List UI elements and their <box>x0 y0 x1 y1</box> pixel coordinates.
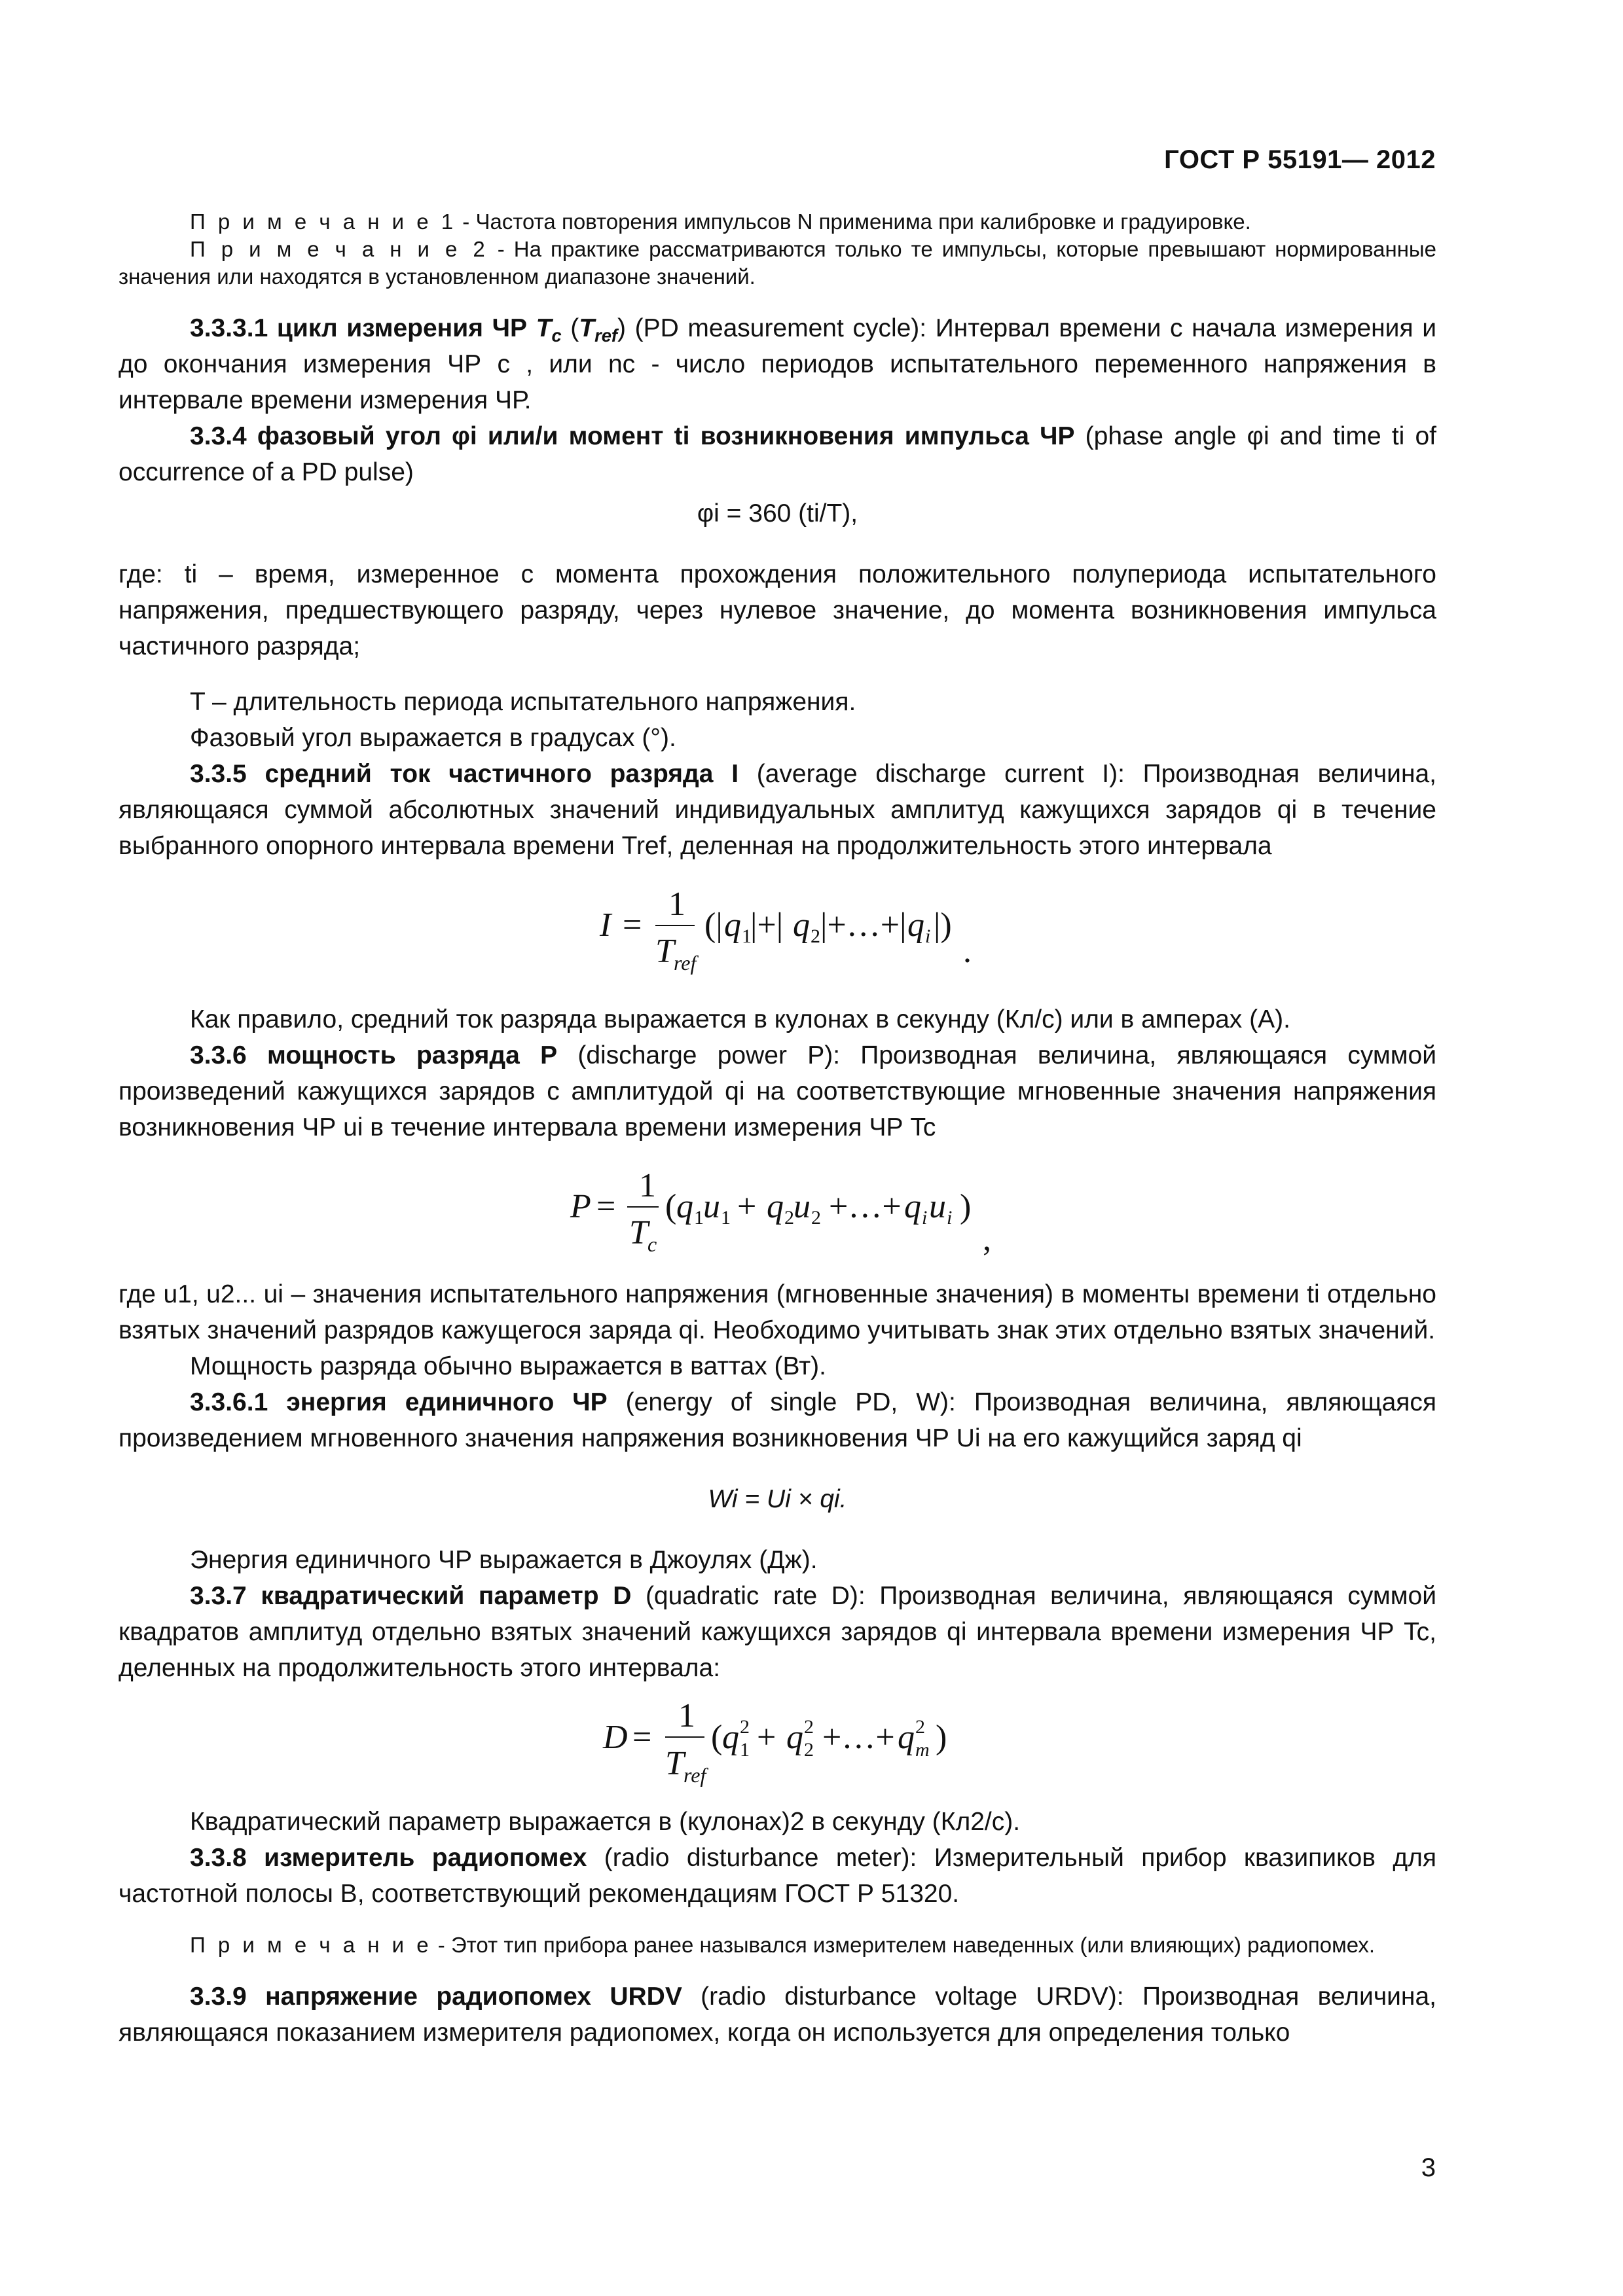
svg-text:u: u <box>703 1188 720 1225</box>
section-3-3-3-1: 3.3.3.1 цикл измерения ЧР $T_c$ $(T_{ref})$ (PD measurement cycle): Интервал времени с начала измерения и до окончания измерения ЧР c , или nc - число периодов испытательного переменного напряжения в интервале времени измерения ЧР. <box>119 314 1436 414</box>
svg-text:i: i <box>922 1207 928 1229</box>
page-number: 3 <box>1421 2153 1436 2182</box>
formula-discharge-power <box>119 1145 1436 1276</box>
svg-text:|): |) <box>934 906 952 944</box>
formula-energy: Wi = Ui × qi. <box>708 1485 847 1513</box>
section-3-3-8: 3.3.8 измеритель радиопомех (radio disturbance meter): Измерительный прибор квазипиков для частотной полосы В, соответствующий рекомендациям ГОСТ Р 51320. <box>119 1844 1437 1908</box>
svg-text:,: , <box>983 1221 991 1258</box>
power-where: где u1, u2... ui – значения испытательного напряжения (мгновенные значения) в моменты времени ti отдельно взятых значений разрядов кажущегося заряда qi. Необходимо учитывать знак этих отдельно взятых значений. <box>119 1280 1436 1344</box>
formula-average-current <box>119 864 1436 1001</box>
section-3-3-6-1: 3.3.6.1 энергия единичного ЧР (energy of single PD, W): Производная величина, являющаяся произведением мгновенного значения напряжения возникновения ЧР Ui на его кажущийся заряд qi <box>119 1388 1437 1452</box>
note-1: П р и м е ч а н и е 1 - Частота повторения импульсов N применима при калибровке и градуировке. <box>190 209 1251 234</box>
svg-text:1: 1 <box>668 886 685 923</box>
svg-text:q: q <box>907 906 924 944</box>
svg-text:1: 1 <box>742 925 752 947</box>
svg-text:c: c <box>647 1232 657 1256</box>
note-2: П р и м е ч а н и е 2 - На практике рассматриваются только те импульсы, которые превышают нормированные значения или находятся в установленном диапазоне значений. <box>119 237 1437 289</box>
energy-unit: Энергия единичного ЧР выражается в Джоулях (Дж). <box>190 1546 818 1574</box>
svg-text:I: I <box>600 906 611 944</box>
phase-where: где: ti – время, измеренное с момента прохождения положительного полупериода испытательного напряжения, предшествующего разряду, через нулевое значение, до момента возникновения импульса частичного разряда; <box>119 560 1436 660</box>
svg-text:2: 2 <box>740 1716 750 1738</box>
svg-text:(|: (| <box>704 906 723 944</box>
svg-text:q: q <box>786 1719 803 1756</box>
svg-text:T: T <box>665 1745 684 1782</box>
period-definition: T – длительность периода испытательного напряжения. <box>190 688 856 716</box>
svg-text:(: ( <box>665 1188 677 1225</box>
svg-text:+: + <box>757 1719 776 1756</box>
section-3-3-6: 3.3.6 мощность разряда P (discharge power P): Производная величина, являющаяся суммой произведений кажущихся зарядов с амплитудой qi на соответствующие мгновенные значения напряжения возникновения ЧР ui в течение интервала времени измерения ЧР Tc <box>119 1041 1437 1141</box>
formula-quadratic-rate-graphic <box>119 1686 1436 1804</box>
svg-text:|+…+|: |+…+| <box>820 906 907 944</box>
formula-average-current-graphic <box>119 864 1436 1001</box>
document-body <box>119 208 1436 2051</box>
svg-text:T: T <box>629 1214 648 1251</box>
svg-text:2: 2 <box>811 925 820 947</box>
svg-text:1: 1 <box>740 1739 750 1761</box>
svg-text:m: m <box>915 1739 930 1761</box>
svg-text:u: u <box>793 1188 811 1225</box>
quadratic-unit: Квадратический параметр выражается в (кулонах)2 в секунду (Кл2/с). <box>190 1808 1021 1836</box>
svg-text:1: 1 <box>694 1207 704 1229</box>
svg-text:(: ( <box>711 1719 723 1756</box>
current-unit: Как правило, средний ток разряда выражается в кулонах в секунду (Кл/с) или в амперах (А). <box>190 1005 1290 1033</box>
svg-text:2: 2 <box>784 1207 794 1229</box>
phase-unit: Фазовый угол выражается в градусах (°). <box>190 724 676 752</box>
svg-text:1: 1 <box>678 1697 695 1734</box>
svg-text:1: 1 <box>721 1207 731 1229</box>
svg-text:1: 1 <box>639 1167 656 1204</box>
svg-text:+…+: +…+ <box>829 1188 902 1225</box>
section-3-3-5: 3.3.5 средний ток частичного разряда I (average discharge current I): Производная величина, являющаяся суммой абсолютных значений индивидуальных амплитуд кажущихся зарядов qi в течение выбранного опорного интервала времени Tref, деленная на продолжительность этого интервала <box>119 760 1437 860</box>
svg-text:q: q <box>793 906 810 944</box>
svg-text:D: D <box>603 1719 628 1756</box>
section-3-3-7: 3.3.7 квадратический параметр D (quadratic rate D): Производная величина, являющаяся суммой квадратов амплитуд отдельно взятых значений кажущихся зарядов qi интервала времени измерения ЧР Tc, деленных на продолжительность этого интервала: <box>119 1582 1436 1682</box>
section-3-3-4: 3.3.4 фазовый угол φi или/и момент ti возникновения импульса ЧР (phase angle φi and time ti of occurrence of a PD pulse) <box>119 422 1437 486</box>
svg-text:+: + <box>737 1188 757 1225</box>
svg-text:ref: ref <box>674 951 697 975</box>
svg-text:): ) <box>960 1188 972 1225</box>
svg-text:P: P <box>570 1188 591 1225</box>
svg-text:u: u <box>929 1188 946 1225</box>
power-unit: Мощность разряда обычно выражается в ваттах (Вт). <box>190 1352 826 1380</box>
svg-text:): ) <box>936 1719 947 1756</box>
svg-text:q: q <box>898 1719 915 1756</box>
svg-text:i: i <box>925 925 931 947</box>
formula-quadratic-rate <box>119 1686 1436 1804</box>
formula-discharge-power-graphic <box>119 1145 1436 1276</box>
section-3-3-9: 3.3.9 напряжение радиопомех URDV (radio disturbance voltage URDV): Производная величина, являющаяся показанием измерителя радиопомех, когда он используется для определения только <box>119 1982 1436 2047</box>
svg-text:2: 2 <box>915 1716 925 1738</box>
svg-text:=: = <box>623 906 642 944</box>
note-radio-meter: П р и м е ч а н и е - Этот тип прибора ранее назывался измерителем наведенных (или влияющих) радиопомех. <box>190 1933 1376 1957</box>
svg-text:ref: ref <box>684 1763 706 1787</box>
svg-text:q: q <box>722 1719 739 1756</box>
svg-text:q: q <box>767 1188 784 1225</box>
svg-text:=: = <box>632 1719 652 1756</box>
svg-text:|+|: |+| <box>750 906 784 944</box>
svg-text:2: 2 <box>804 1716 814 1738</box>
document-header: ГОСТ Р 55191— 2012 <box>1164 145 1436 174</box>
svg-text:T: T <box>655 933 674 970</box>
svg-text:.: . <box>963 933 972 970</box>
svg-text:+…+: +…+ <box>822 1719 895 1756</box>
svg-text:q: q <box>676 1188 693 1225</box>
formula-phase-angle: φi = 360 (ti/T), <box>697 499 858 528</box>
svg-text:q: q <box>904 1188 921 1225</box>
svg-text:2: 2 <box>811 1207 821 1229</box>
svg-text:=: = <box>596 1188 616 1225</box>
svg-text:2: 2 <box>804 1739 814 1761</box>
svg-text:q: q <box>724 906 741 944</box>
svg-text:i: i <box>947 1207 953 1229</box>
